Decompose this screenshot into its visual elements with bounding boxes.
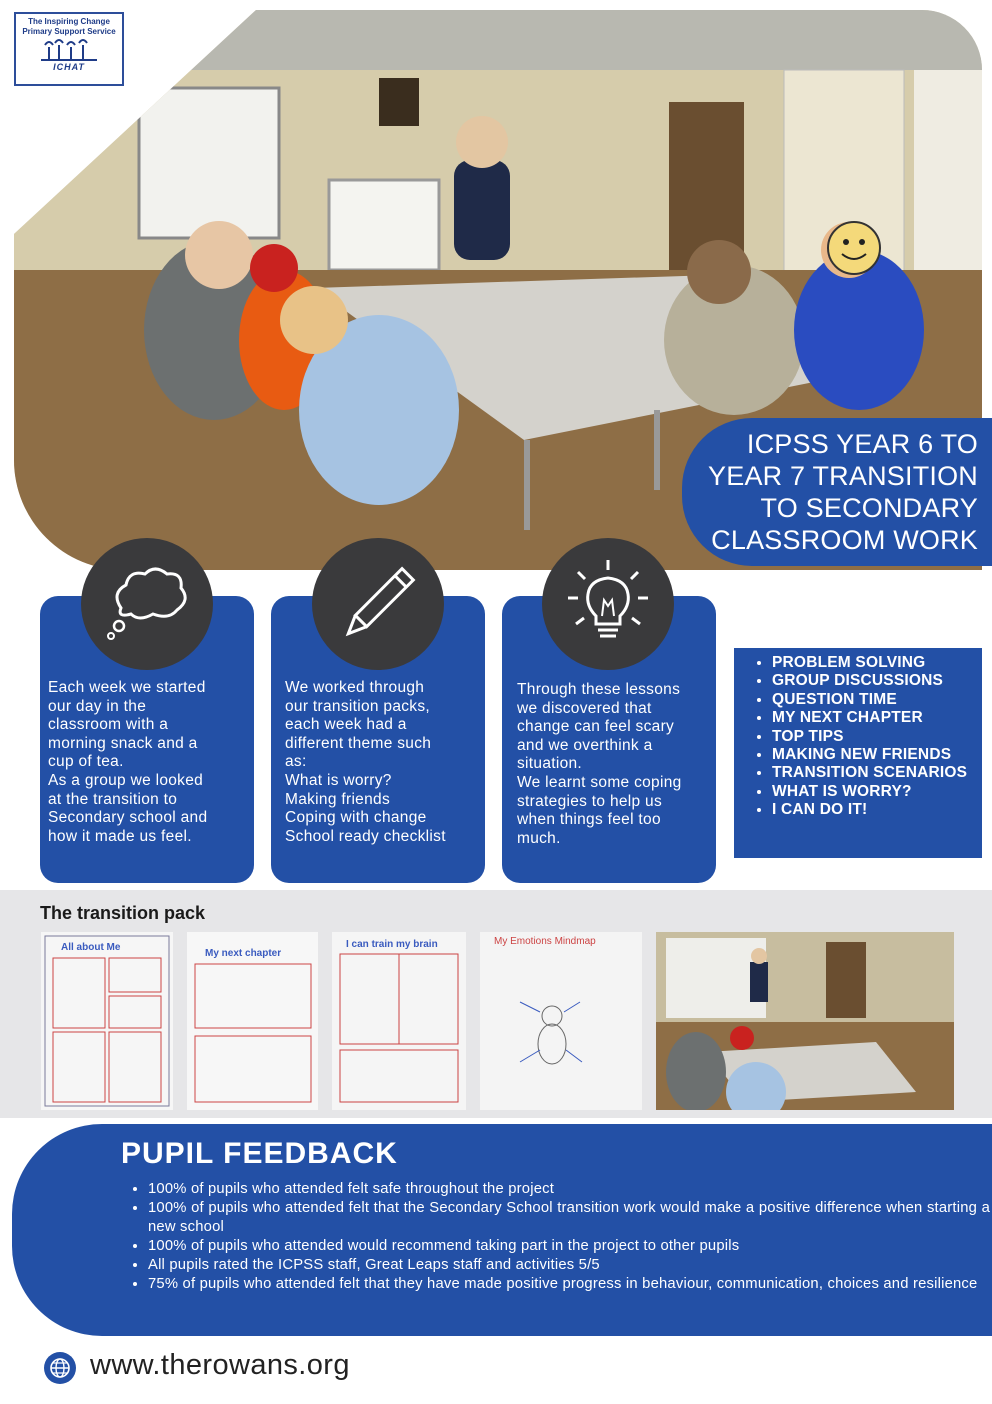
topic-item: • GROUP DISCUSSIONS [772, 672, 982, 690]
pack-photo [656, 932, 954, 1110]
card-line: classroom with a [48, 716, 169, 734]
card-line: cup of tea. [48, 753, 124, 771]
thumb-title: All about Me [61, 942, 121, 953]
feedback-item: • 75% of pupils who attended felt that they have made positive progress in behaviour, communication, choices and resilience [148, 1275, 990, 1294]
card-text-lessons [517, 681, 682, 848]
topic-item: • QUESTION TIME [772, 691, 982, 709]
title-line: ICPSS YEAR 6 TO [746, 429, 978, 459]
card-line: Secondary school and [48, 809, 208, 827]
card-line: at the transition to [48, 790, 178, 808]
logo-line-2: Primary Support Service [22, 27, 116, 36]
logo-brand: ICHAT [53, 62, 85, 72]
card-line: and we overthink a [517, 736, 653, 754]
card-line: What is worry? [285, 771, 392, 789]
card-line: School ready checklist [285, 827, 446, 845]
feedback-item: • 100% of pupils who attended felt safe throughout the project [148, 1180, 990, 1199]
pack-thumbnail-emotions-mindmap [480, 932, 642, 1110]
logo-line-1: The Inspiring Change [28, 17, 110, 26]
card-line: We worked through [285, 679, 425, 696]
feedback-list [128, 1180, 990, 1294]
card-line: our day in the [48, 697, 147, 715]
globe-icon [44, 1352, 76, 1384]
card-line: morning snack and a [48, 734, 198, 752]
feedback-title: PUPIL FEEDBACK [121, 1137, 398, 1170]
card-line: situation. [517, 755, 583, 773]
pack-thumbnail-my-next-chapter [187, 932, 318, 1110]
thumb-title: My Emotions Mindmap [494, 936, 596, 947]
card-line: we discovered that [517, 699, 652, 717]
card-line: much. [517, 829, 561, 847]
card-line: when things feel too [517, 811, 661, 829]
card-line: as: [285, 753, 307, 771]
topics-list [734, 648, 982, 858]
topic-item: • PROBLEM SOLVING [772, 654, 982, 672]
topic-item: • TRANSITION SCENARIOS [772, 764, 982, 782]
thumb-title: My next chapter [205, 948, 282, 959]
lightbulb-icon [542, 538, 674, 670]
pack-thumbnail-all-about-me [41, 932, 173, 1110]
card-line: our transition packs, [285, 697, 431, 715]
section-title: The transition pack [40, 903, 206, 923]
title-line: CLASSROOM WORK [711, 525, 978, 555]
card-line: each week had a [285, 716, 407, 734]
tree-logo-icon [39, 37, 99, 63]
topic-item: • TOP TIPS [772, 728, 982, 746]
title-line: YEAR 7 TRANSITION [708, 461, 978, 491]
title-line: TO SECONDARY [760, 493, 978, 523]
thumb-title: I can train my brain [346, 939, 438, 950]
topic-item: • WHAT IS WORRY? [772, 783, 982, 801]
card-line: Coping with change [285, 809, 427, 827]
card-line: how it made us feel. [48, 827, 192, 845]
card-line: Making friends [285, 790, 390, 808]
card-line: different theme such [285, 734, 432, 752]
feedback-item: • 100% of pupils who attended felt that the Secondary School transition work would make a positive difference when starting a new school [148, 1199, 990, 1237]
card-text-snack [48, 679, 207, 846]
card-line: strategies to help us [517, 792, 663, 810]
card-line: As a group we looked [48, 771, 204, 789]
thought-bubble-icon [81, 538, 213, 670]
topic-item: • I CAN DO IT! [772, 801, 982, 819]
title-banner [682, 418, 992, 566]
card-line: Each week we started [48, 679, 206, 696]
topic-item: • MAKING NEW FRIENDS [772, 746, 982, 764]
topic-item: • MY NEXT CHAPTER [772, 709, 982, 727]
pack-thumbnail-train-my-brain [332, 932, 466, 1110]
card-line: change can feel scary [517, 718, 675, 736]
logo [14, 12, 124, 86]
card-line: We learnt some coping [517, 773, 682, 791]
website-link[interactable]: www.therowans.org [90, 1349, 350, 1381]
feedback-item: • 100% of pupils who attended would recommend taking part in the project to other pupils [148, 1237, 990, 1256]
feedback-item: • All pupils rated the ICPSS staff, Great Leaps staff and activities 5/5 [148, 1256, 990, 1275]
card-text-packs [285, 679, 446, 846]
pencil-icon [312, 538, 444, 670]
card-line: Through these lessons [517, 681, 681, 698]
